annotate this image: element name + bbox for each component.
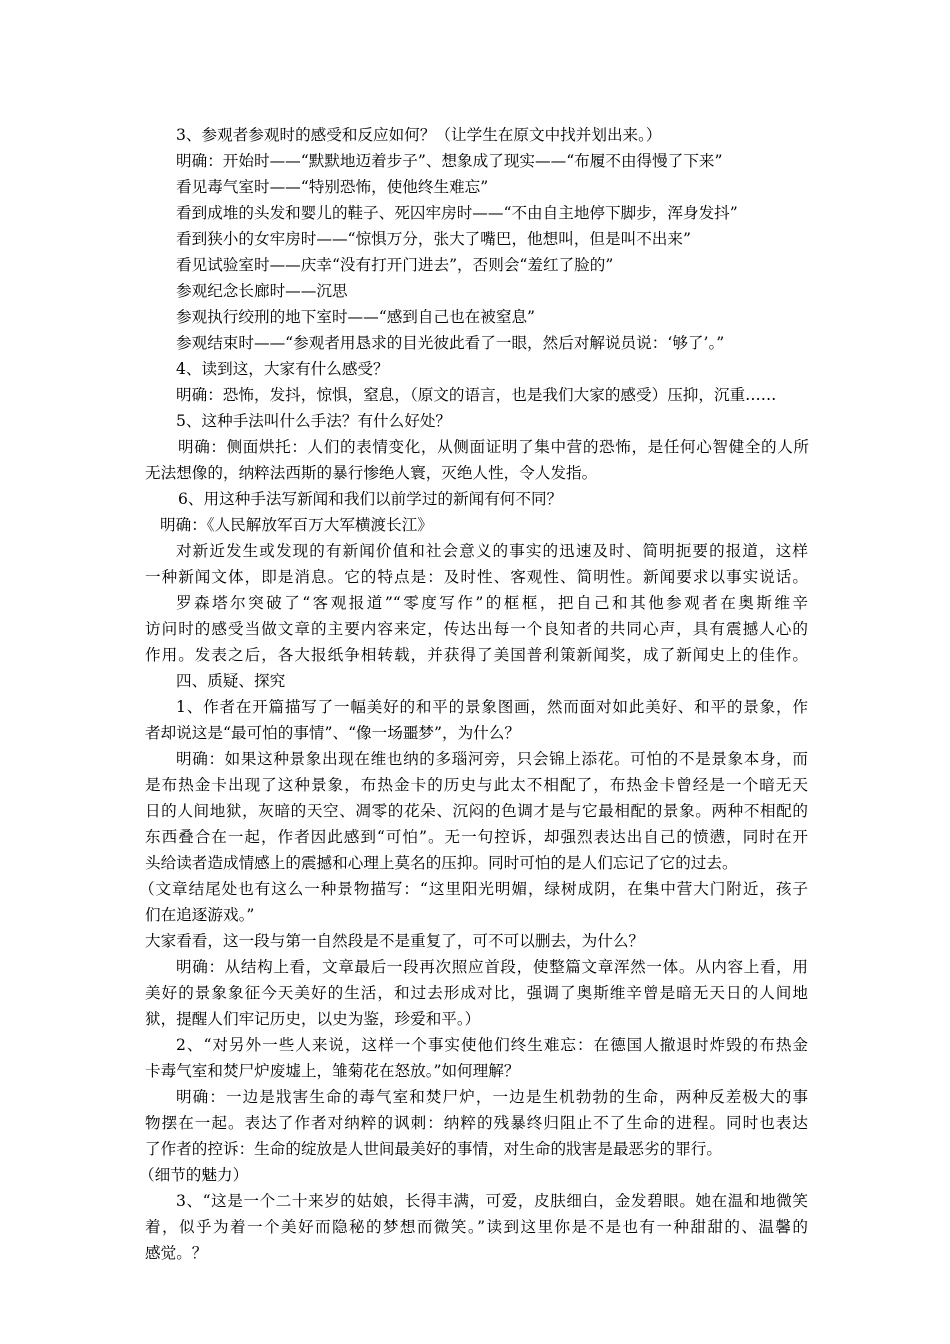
text-line-27: 日的人间地狱，灰暗的天空、凋零的花朵、沉闷的色调才是与它最相配的景象。两种不相配的	[145, 802, 808, 820]
text-line-33: 明确：从结构上看，文章最后一段再次照应首段，使整篇文章浑然一体。从内容上看，用	[176, 958, 808, 976]
text-line-29: 头给读者造成情感上的震撼和心理上莫名的压抑。同时可怕的是人们忘记了它的过去。	[145, 854, 738, 872]
text-line-44: 感觉。？	[145, 1244, 208, 1262]
text-line-35: 狱，提醒人们牢记历史，以史为鉴，珍爱和平。）	[145, 1010, 481, 1028]
text-line-32: 大家看看，这一段与第一自然段是不是重复了，可不可以删去，为什么？	[145, 932, 645, 950]
text-line-7: 参观纪念长廊时——沉思	[176, 282, 348, 300]
text-line-15: 6、用这种手法写新闻和我们以前学过的新闻有何不同？	[178, 490, 563, 508]
text-line-9: 参观结束时——“参观者用恳求的目光彼此看了一眼，然后对解说员说：‘够了’。”	[176, 334, 725, 352]
text-line-10: 4、读到这，大家有什么感受？	[176, 360, 389, 378]
text-line-16: 明确：《人民解放军百万大军横渡长江》	[160, 516, 433, 534]
text-line-26: 是布热金卡出现了这种景象，布热金卡的历史与此太不相配了，布热金卡曾经是一个暗无天	[145, 776, 808, 794]
text-line-30: （文章结尾处也有这么一种景物描写：“这里阳光明媚，绿树成阴，在集中营大门附近，孩子	[139, 880, 808, 898]
text-line-1: 3、参观者参观时的感受和反应如何？（让学生在原文中找并划出来。）	[176, 126, 662, 144]
text-line-36: 2、“对另外一些人来说，这样一个事实使他们终生难忘：在德国人撤退时炸毁的布热金	[176, 1036, 808, 1054]
text-line-20: 访问时的感受当做文章的主要内容来定，传达出每一个良知者的共同心声，具有震撼人心的	[145, 620, 808, 638]
text-line-37: 卡毒气室和焚尸炉废墟上，雏菊花在怒放。”如何理解？	[145, 1062, 520, 1080]
text-line-6: 看见试验室时——庆幸“没有打开门进去”，否则会“羞红了脸的”	[176, 256, 614, 274]
text-line-3: 看见毒气室时——“特别恐怖，使他终生难忘”	[176, 178, 489, 196]
text-line-24: 者却说这是“最可怕的事情”、“像一场噩梦”，为什么？	[145, 724, 520, 742]
text-line-21: 作用。发表之后，各大报纸争相转载，并获得了美国普利策新闻奖，成了新闻史上的佳作。	[145, 646, 808, 664]
text-line-23: 1、作者在开篇描写了一幅美好的和平的景象图画，然而面对如此美好、和平的景象，作	[176, 698, 808, 716]
text-line-31: 们在追逐游戏。”	[145, 906, 255, 924]
text-line-14: 无法想像的，纳粹法西斯的暴行惨绝人寰，灭绝人性，令人发指。	[145, 464, 598, 482]
text-line-22: 四、质疑、探究	[176, 672, 286, 690]
text-line-43: 着，似乎为着一个美好而隐秘的梦想而微笑。”读到这里你是不是也有一种甜甜的、温馨的	[145, 1218, 808, 1236]
text-line-2: 明确：开始时——“默默地迈着步子”、想象成了现实——“布履不由得慢了下来”	[176, 152, 723, 170]
text-line-12: 5、这种手法叫什么手法？有什么好处？	[176, 412, 452, 430]
text-line-34: 美好的景象象征今天美好的生活，和过去形成对比，强调了奥斯维辛曾是暗无天日的人间地	[145, 984, 808, 1002]
text-line-5: 看到狭小的女牢房时——“惊惧万分，张大了嘴巴，他想叫，但是叫不出来”	[176, 230, 691, 248]
text-line-4: 看到成堆的头发和婴儿的鞋子、死囚牢房时——“不由自主地停下脚步，浑身发抖”	[176, 204, 738, 222]
text-line-19: 罗森塔尔突破了“客观报道”“零度写作”的框框，把自己和其他参观者在奥斯维辛	[176, 594, 808, 612]
text-line-11: 明确：恐怖，发抖，惊惧，窒息，（原文的语言，也是我们大家的感受）压抑，沉重……	[176, 386, 777, 404]
text-line-39: 物摆在一起。表达了作者对纳粹的讽刺：纳粹的残暴终归阻止不了生命的进程。同时也表达	[145, 1114, 808, 1132]
text-line-42: 3、“这是一个二十来岁的姑娘，长得丰满，可爱，皮肤细白，金发碧眼。她在温和地微笑	[176, 1192, 808, 1210]
text-line-17: 对新近发生或发现的有新闻价值和社会意义的事实的迅速及时、简明扼要的报道，这样	[176, 542, 808, 560]
text-line-28: 东西叠合在一起，作者因此感到“可怕”。无一句控诉，却强烈表达出自己的愤懑，同时在开	[145, 828, 808, 846]
text-line-40: 了作者的控诉：生命的绽放是人世间最美好的事情，对生命的戕害是最恶劣的罪行。	[145, 1140, 722, 1158]
text-line-38: 明确：一边是戕害生命的毒气室和焚尸炉，一边是生机勃勃的生命，两种反差极大的事	[176, 1088, 808, 1106]
text-line-13: 明确：侧面烘托：人们的表情变化，从侧面证明了集中营的恐怖，是任何心智健全的人所	[178, 438, 809, 456]
text-line-25: 明确：如果这种景象出现在维也纳的多瑙河旁，只会锦上添花。可怕的不是景象本身，而	[176, 750, 808, 768]
text-line-41: （细节的魅力）	[139, 1166, 249, 1184]
text-line-8: 参观执行绞刑的地下室时——“感到自己也在被窒息”	[176, 308, 536, 326]
text-line-18: 一种新闻文体，即是消息。它的特点是：及时性、客观性、简明性。新闻要求以事实说话。	[145, 568, 808, 586]
